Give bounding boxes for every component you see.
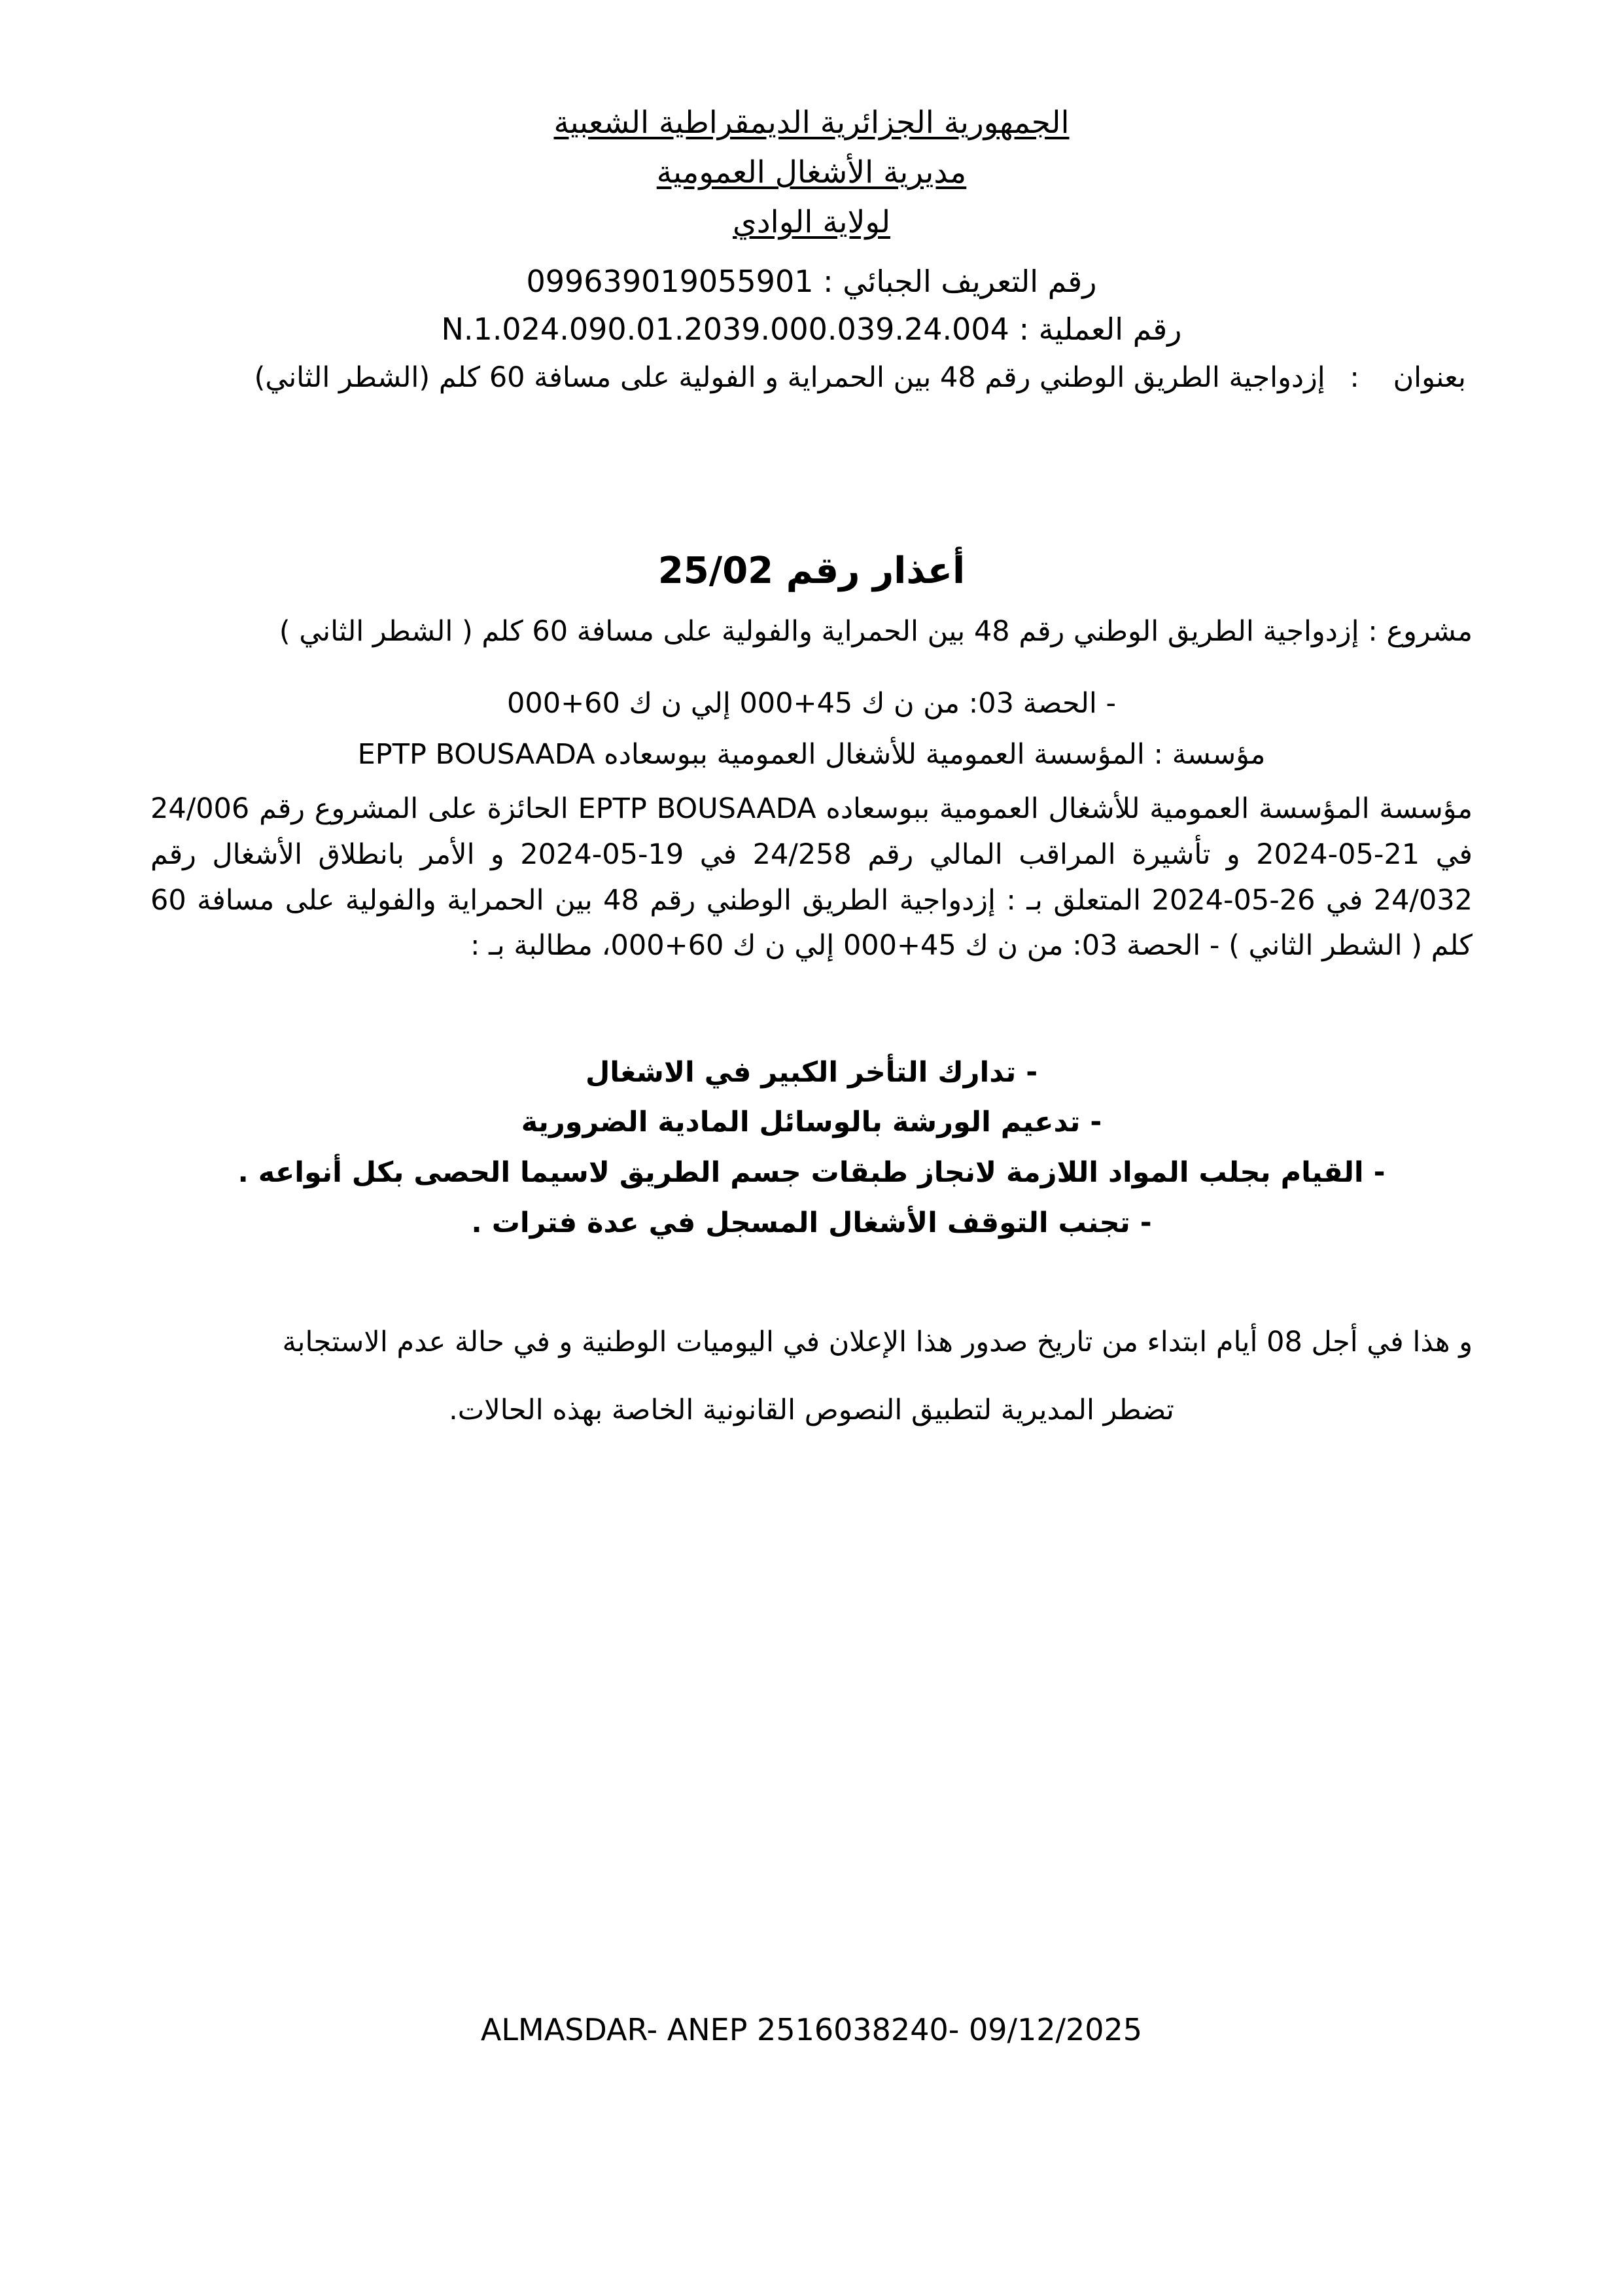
tax-id-value: 099639019055901 (526, 264, 814, 300)
closing-line-1: و هذا في أجل 08 أيام ابتداء من تاريخ صدور هذا الإعلان في اليوميات الوطنية و في حالة عدم الاستجابة (282, 1326, 1473, 1359)
demand-item: - تدارك التأخر الكبير في الاشغال (585, 1055, 1038, 1089)
identifiers-block (150, 258, 1473, 353)
subject-value: إزدواجية الطريق الوطني رقم 48 بين الحمراية و الفولية على مسافة 60 كلم (الشطر الثاني) (254, 361, 1325, 394)
operation-label: رقم العملية : (1019, 311, 1182, 347)
operation-value: N.1.024.090.01.2039.000.039.24.004 (441, 311, 1009, 347)
closing-line-2: تضطر المديرية لتطبيق النصوص القانونية الخاصة بهذه الحالات. (449, 1393, 1174, 1426)
demand-item: - تدعيم الورشة بالوسائل المادية الضرورية (521, 1106, 1102, 1139)
header-line-republic: الجمهورية الجزائرية الديمقراطية الشعبية (553, 105, 1070, 141)
notice-body: مؤسسة المؤسسة العمومية للأشغال العمومية ببوسعاده EPTP BOUSAADA الحائزة على المشروع رقم 24/006 في 21-05-2024 و تأشيرة المراقب المالي رقم 24/258 في 19-05-2024 و الأمر بانطلاق الأشغال رقم 24/032 في 26-05-2024 المتعلق بـ : إزدواجية الطريق الوطني رقم 48 بين الحمراية والفولية على مسافة 60 كلم ( الشطر الثاني ) - الحصة 03: من ن ك 45+000 إلي ن ك 60+000، مطالبة بـ : (150, 792, 1473, 963)
document-header (150, 98, 1473, 247)
tax-id-label: رقم التعريف الجبائي : (823, 264, 1097, 300)
header-line-wilaya: لولاية الوادي (732, 204, 891, 241)
tax-id-row (150, 258, 1473, 306)
header-line-directorate: مديرية الأشغال العمومية (656, 154, 967, 191)
footer-reference: ALMASDAR- ANEP 2516038240- 09/12/2025 (480, 2012, 1143, 2047)
subject-colon: : (1350, 361, 1359, 394)
operation-row (150, 306, 1473, 353)
lot-line: - الحصة 03: من ن ك 45+000 إلي ن ك 60+000 (507, 687, 1116, 720)
demand-item: - تجنب التوقف الأشغال المسجل في عدة فترات . (471, 1206, 1152, 1239)
demand-item: - القيام بجلب المواد اللازمة لانجاز طبقات جسم الطريق لاسيما الحصى بكل أنواعه . (237, 1156, 1386, 1190)
subject-row (150, 356, 1473, 400)
notice-title: أعذار رقم 25/02 (657, 550, 966, 593)
subject-label: بعنوان (1393, 361, 1466, 394)
demands-list (150, 1048, 1473, 1248)
firm-line: مؤسسة : المؤسسة العمومية للأشغال العمومية ببوسعاده EPTP BOUSAADA (357, 737, 1266, 771)
project-line: مشروع : إزدواجية الطريق الوطني رقم 48 بين الحمراية والفولية على مسافة 60 كلم ( الشطر الثاني ) (279, 615, 1473, 648)
